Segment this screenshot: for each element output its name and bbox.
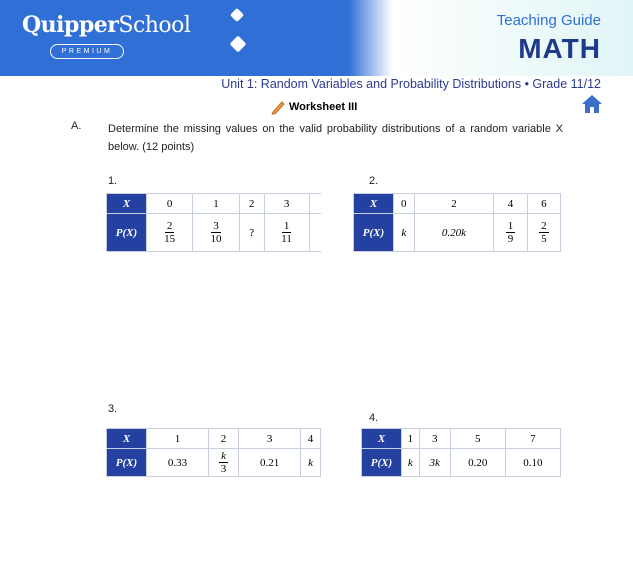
- denominator: 11: [281, 233, 292, 245]
- premium-badge: PREMIUM: [50, 44, 124, 59]
- probability-value: k: [301, 449, 321, 477]
- denominator: 9: [507, 233, 514, 245]
- fraction: [539, 220, 549, 245]
- subject-title: MATH: [518, 33, 601, 64]
- x-value: 7: [505, 429, 560, 449]
- probability-table: [106, 428, 321, 477]
- x-value: 1: [193, 194, 239, 214]
- numerator: 2: [541, 220, 547, 232]
- x-value: 0: [147, 194, 193, 214]
- probability-table: [106, 193, 321, 252]
- empty-cell: [309, 194, 321, 214]
- x-value: 4: [301, 429, 321, 449]
- worksheet-title: [270, 99, 357, 115]
- numerator: k: [221, 450, 226, 462]
- denominator: 3: [220, 463, 227, 475]
- x-value: 6: [527, 194, 560, 214]
- px-header: P(X): [354, 214, 394, 252]
- probability-value: [494, 214, 527, 252]
- x-value: 2: [208, 429, 238, 449]
- x-value: 1: [147, 429, 209, 449]
- px-header: P(X): [107, 449, 147, 477]
- x-value: 4: [494, 194, 527, 214]
- home-icon[interactable]: [581, 94, 603, 114]
- table-number: 1.: [108, 175, 118, 187]
- probability-value: [208, 449, 238, 477]
- pencil-icon: [270, 99, 286, 115]
- table-number: 2.: [369, 175, 379, 187]
- probability-value: 3k: [419, 449, 450, 477]
- worksheet-label: Worksheet III: [289, 101, 358, 113]
- probability-value: k: [394, 214, 415, 252]
- px-header: P(X): [362, 449, 402, 477]
- probability-value: 0.33: [147, 449, 209, 477]
- question-text: Determine the missing values on the valid probability distributions of a random variable X below. (12 points): [108, 123, 563, 153]
- x-value: 5: [450, 429, 505, 449]
- x-value: 1: [402, 429, 420, 449]
- probability-table: [361, 428, 561, 477]
- numerator: 3: [213, 220, 219, 232]
- probability-value: 0.10: [505, 449, 560, 477]
- x-header: X: [107, 194, 147, 214]
- probability-value: 0.20: [450, 449, 505, 477]
- x-value: 3: [419, 429, 450, 449]
- teaching-guide-label: Teaching Guide: [496, 12, 601, 29]
- x-value: 2: [239, 194, 264, 214]
- x-header: X: [107, 429, 147, 449]
- fraction: [210, 220, 221, 245]
- probability-value: [193, 214, 239, 252]
- denominator: 15: [164, 233, 176, 245]
- denominator: 10: [210, 233, 222, 245]
- probability-value: [527, 214, 560, 252]
- fraction: [164, 220, 175, 245]
- fraction: [506, 220, 516, 245]
- probability-value: [264, 214, 309, 252]
- probability-value: [147, 214, 193, 252]
- unit-title: Unit 1: Random Variables and Probability Distributions • Grade 11/12: [221, 77, 601, 91]
- probability-value: 0.20k: [414, 214, 494, 252]
- denominator: 5: [541, 233, 547, 245]
- fraction: [281, 220, 292, 245]
- px-header: P(X): [107, 214, 147, 252]
- numerator: 1: [507, 220, 514, 232]
- probability-value: k: [402, 449, 420, 477]
- question-letter: A.: [71, 120, 82, 132]
- table-number: 4.: [369, 412, 379, 424]
- x-value: 2: [414, 194, 494, 214]
- numerator: 1: [283, 220, 290, 232]
- probability-table: [353, 193, 561, 252]
- probability-value: 0.21: [239, 449, 301, 477]
- x-value: 3: [239, 429, 301, 449]
- quipper-logo: QuipperSchool: [22, 12, 191, 38]
- x-value: 0: [394, 194, 415, 214]
- empty-cell: [309, 214, 321, 252]
- x-header: X: [362, 429, 402, 449]
- numerator: 2: [166, 220, 173, 232]
- table-number: 3.: [108, 403, 118, 415]
- fraction: [219, 450, 228, 475]
- x-value: 3: [264, 194, 309, 214]
- probability-value: ?: [239, 214, 264, 252]
- x-header: X: [354, 194, 394, 214]
